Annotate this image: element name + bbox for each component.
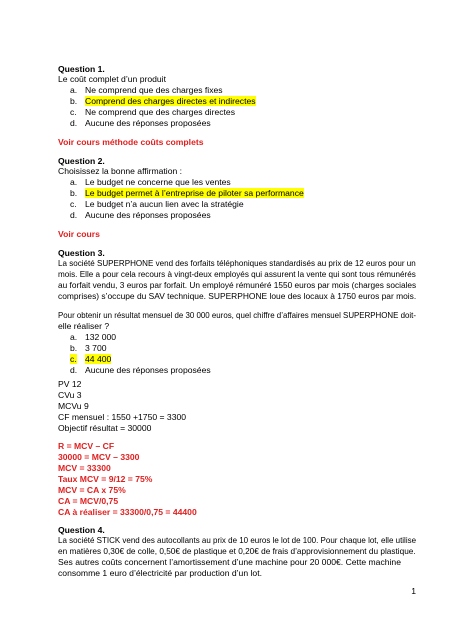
q3-para2-line1: Pour obtenir un résultat mensuel de 30 000 euros, quel chiffre d’affaires mensuel SUPERPHONE doit-: [58, 310, 416, 320]
q3-option-a: 132 000: [85, 332, 117, 342]
q3-option-c-letter: c.: [70, 354, 77, 364]
q2-option-a: Le budget ne concerne que les ventes: [85, 177, 231, 187]
q3-solution-line2: 30000 = MCV – 3300: [58, 452, 140, 462]
q3-para1-line1: La société SUPERPHONE vend des forfaits téléphoniques standardisés au prix de 12 euros pour un: [58, 258, 416, 268]
q3-para2-line2: elle réaliser ?: [58, 321, 110, 331]
q3-calc-line1: PV 12: [58, 379, 82, 389]
q1-option-b-letter: b.: [70, 96, 78, 106]
q3-option-c-highlighted: 44 400: [85, 354, 112, 364]
q2-title: Question 2.: [58, 156, 105, 166]
q1-title: Question 1.: [58, 64, 105, 74]
q1-note: Voir cours méthode coûts complets: [58, 137, 204, 147]
q3-calc-line5: Objectif résultat = 30000: [58, 423, 152, 433]
q2-note: Voir cours: [58, 229, 100, 239]
q1-option-a: Ne comprend que des charges fixes: [85, 85, 223, 95]
q3-solution-line5: MCV = CA x 75%: [58, 485, 126, 495]
q1-option-c: Ne comprend que des charges directes: [85, 107, 235, 117]
q3-para1-line2: mois. Elle a pour cela recours à vingt-deux employés qui assurent la vente qui sont tous rémunérés: [58, 269, 416, 279]
q4-para-line3: Ses autres coûts concernent l’amortissement d’une machine pour 20 000€. Cette machine: [58, 557, 401, 567]
q3-calc-line3: MCVu 9: [58, 401, 89, 411]
q3-calc-line4: CF mensuel : 1550 +1750 = 3300: [58, 412, 187, 422]
q3-calc-line2: CVu 3: [58, 390, 82, 400]
q4-para-line2: en matières 0,30€ de colle, 0,50€ de plastique et 0,20€ de frais d’approvisionnement du plastique.: [58, 546, 416, 556]
q1-option-d-letter: d.: [70, 118, 78, 128]
q2-option-d-letter: d.: [70, 210, 78, 220]
q2-option-a-letter: a.: [70, 177, 78, 187]
q3-solution-line6: CA = MCV/0,75: [58, 496, 119, 506]
q2-option-d: Aucune des réponses proposées: [85, 210, 211, 220]
q4-para-line1: La société STICK vend des autocollants au prix de 10 euros le lot de 100. Pour chaque lot, elle utilise: [58, 535, 417, 545]
q3-solution-line7: CA à réaliser = 33300/0,75 = 44400: [58, 507, 197, 517]
q1-prompt: Le coût complet d’un produit: [58, 74, 166, 84]
q1-option-b-highlighted: Comprend des charges directes et indirectes: [85, 96, 256, 106]
q3-title: Question 3.: [58, 248, 105, 258]
q3-solution-line1: R = MCV – CF: [58, 441, 115, 451]
q3-para1-line3: au forfait vendu, 3 euros par forfait. Un employé rémunéré 1550 euros par mois (charges sociales: [58, 280, 417, 290]
q2-option-b-highlighted: Le budget permet à l’entreprise de piloter sa performance: [85, 188, 304, 198]
q3-option-b-letter: b.: [70, 343, 78, 353]
q2-option-b-letter: b.: [70, 188, 78, 198]
q2-prompt: Choisissez la bonne affirmation :: [58, 166, 183, 176]
q3-option-d-letter: d.: [70, 365, 78, 375]
q3-option-a-letter: a.: [70, 332, 78, 342]
q3-solution-line4: Taux MCV = 9/12 = 75%: [58, 474, 153, 484]
q3-solution-line3: MCV = 33300: [58, 463, 111, 473]
q1-option-a-letter: a.: [70, 85, 78, 95]
q4-para-line4: consomme 1 euro d’électricité par production d’un lot.: [58, 568, 262, 578]
page-number: 1: [411, 586, 416, 596]
q4-title: Question 4.: [58, 525, 105, 535]
q1-option-c-letter: c.: [70, 107, 77, 117]
q3-option-b: 3 700: [85, 343, 107, 353]
q3-option-d: Aucune des réponses proposées: [85, 365, 211, 375]
q2-option-c: Le budget n’a aucun lien avec la stratégie: [85, 199, 244, 209]
q2-option-c-letter: c.: [70, 199, 77, 209]
q3-para1-line4: comprises) s’occupe du SAV technique. SUPERPHONE loue des locaux à 1750 euros par mois.: [58, 291, 417, 301]
q1-option-d: Aucune des réponses proposées: [85, 118, 211, 128]
